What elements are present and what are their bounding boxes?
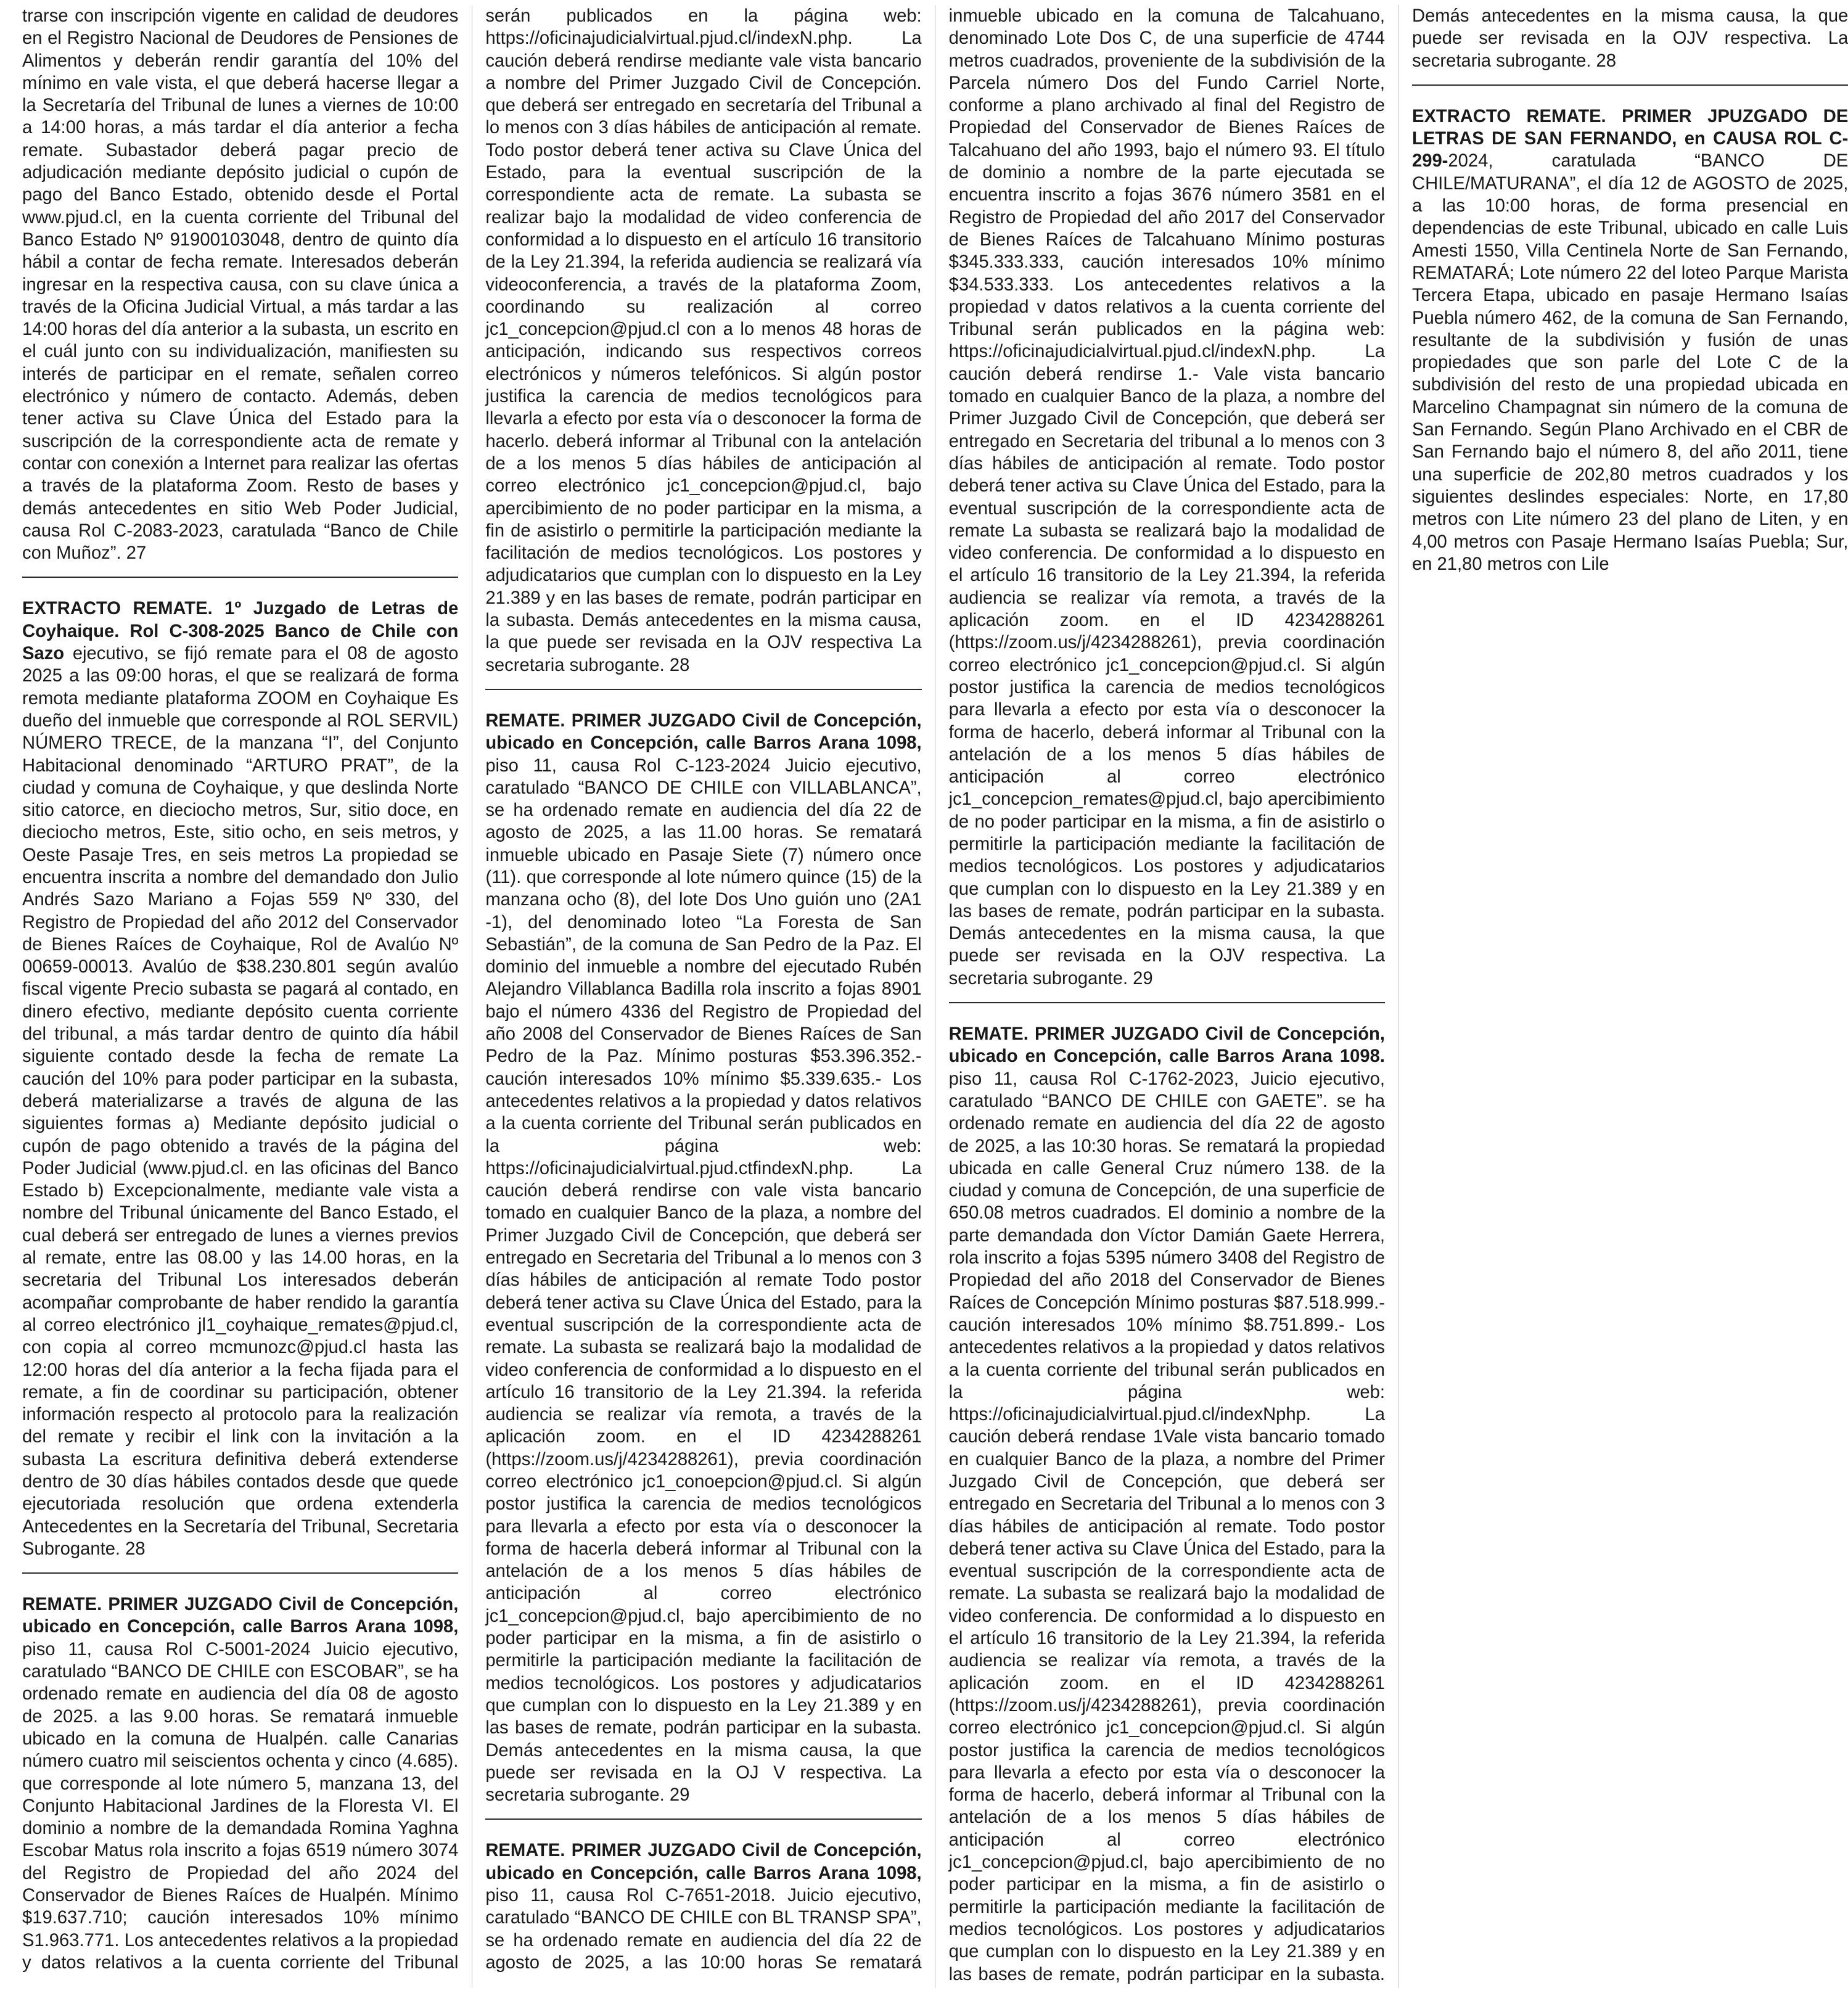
notice-continuation: [22, 5, 458, 578]
notice-heading: REMATE. PRIMER JUZGADO Civil de Concepción, ubicado en Concepción, calle Barros Arana 1098.: [948, 1024, 1385, 1067]
notice-body: piso 11, causa Rol C-123-2024 Juicio ejecutivo, caratulado “BANCO DE CHILE con VILLABLANCA”, se ha ordenado remate en audiencia del día 22 de agosto de 2025, a las 11.00 horas. Se rematará inmueble ubicado en Pasaje Siete (7) número once (11). que corresponde al lote número quince (15) de la manzana ocho (8), del lote Dos Uno guión uno (2A1 -1), del denominado loteo “La Foresta de San Sebastián”, de la comuna de San Pedro de la Paz. El dominio del inmueble a nombre del ejecutado Rubén Alejandro Villablanca Badilla rola inscrito a fojas 8901 bajo el número 4336 del Registro de Propiedad del año 2008 del Conservador de Bienes Raíces de San Pedro de la Paz. Mínimo posturas $53.396.352.- caución interesados 10% mínimo $5.339.635.- Los antecedentes relativos a la propiedad y datos relativos a la cuenta corriente del Tribunal serán publicados en la página web: https://oficinajudicialvirtual.pjud.ctfindexN.php. La caución deberá rendirse con vale vista bancario tomado en cualquier Banco de la plaza, a nombre del Primer Juzgado Civil de Concepción, que deberá ser entregado en Secretaria del Tribunal a lo menos con 3 días hábiles de anticipación al remate Todo postor deberá tener activa su Clave Única del Estado, para la eventual suscripción de la correspondiente acta de remate. La subasta se realizará bajo la modalidad de video conferencia de conformidad a lo dispuesto en el artículo 16 transitorio de la Ley 21.394. la referida audiencia se realizar vía remota, a través de la aplicación zoom. en el ID 4234288261 (https://zoom.us/j/4234288261), previa coordinación correo electrónico jc1_conoepcion@pjud.cl. Si algún postor justifica la carencia de medios tecnológicos para llevarla a efecto por esta vía o desconocer la forma de hacerla deberá informar al Tribunal con la antelación de a los menos 5 días hábiles de anticipación al correo electrónico jc1_concepcion@pjud.cl, bajo apercibimiento de no poder participar en la misma, a fin de asistirlo o permitirle la participación mediante la facilitación de medios tecnológicos. Los postores y adjudicatarios que cumplan con lo dispuesto en la Ley 21.389 y en las bases de remate, podrán participar en la subasta. Demás antecedentes en la misma causa, la que puede ser revisada en la OJ V respectiva. La secretaria subrogante. 29: [485, 755, 922, 1806]
notice-body: piso 11, causa Rol C-5001-2024 Juicio ejecutivo, caratulado “BANCO DE CHILE con ESCOBAR”, se ha ordenado remate en audiencia del día 08 de agosto de 2025. a las 9.00 horas. Se rematará inmueble ubicado en la comuna de Hualpén. calle Canarias número cuatro mil seiscientos ochenta y cinco (4.685). que corresponde al lote número 5, manzana 13, del Conjunto Habitacional Jardines de la Floresta VI. El dominio a nombre de la demandada Romina Yaghna Escobar Matus rola inscrito a fojas 6519 número 3074 del Registro de Propiedad del año 2024 del Conservador de Bienes Raíces de Hualpén. Mínimo $19.637.710; caución interesados 10% mínimo S1.963.771. Los antecedentes relativos a la propiedad y datos relativos a la cuenta corriente del Tribunal serán publicados en la página web: https://oficinajudicialvirtual.pjud.cl/indexN.php. La caución deberá rendirse mediante vale vista bancario a nombre del Primer Juzgado Civil de Concepción. que deberá ser entregado en secretaría del Tribunal a lo menos con 3 días hábiles de anticipación al remate. Todo postor deberá tener activa su Clave Única del Estado, para la eventual suscripción de la correspondiente acta de remate. La subasta se realizar bajo la modalidad de video conferencia de conformidad a lo dispuesto en el artículo 16 transitorio de la Ley 21.394, la referida audiencia se realizará vía videoconferencia, a través de la plataforma Zoom, coordinando su realización al correo jc1_concepcion@pjud.cl con a lo menos 48 horas de anticipación, indicando sus respectivos correos electrónicos y números telefónicos. Si algún postor justifica la carencia de medios tecnológicos para llevarla a efecto por esta vía o desconocer la forma de hacerlo. deberá informar al Tribunal con la antelación de a los menos 5 días hábiles de anticipación al correo electrónico jc1_concepcion@pjud.cl, bajo apercibimiento de no poder participar en la misma, a fin de asistirlo o permitirle la participación mediante la facilitación de medios tecnológicos. Los postores y adjudicatarios que cumplan con lo dispuesto en la Ley 21.389 y en las bases de remate, podrán participar en la subasta. Demás antecedentes en la misma causa, la que puede ser revisada en la OJV respectiva La secretaria subrogante. 28: [22, 6, 922, 1973]
notice-body: trarse con inscripción vigente en calidad de deudores en el Registro Nacional de Deudores de Pensiones de Alimentos y deberán rendir garantía del 10% del mínimo en vale vista, el que deberá hacerse llegar a la Secretaría del Tribunal de lunes a viernes de 10:00 a 14:00 horas, a más tardar el día anterior a fecha remate. Subastador deberá pagar precio de adjudicación mediante depósito judicial o cupón de pago del Banco Estado, obtenido desde el Portal www.pjud.cl, en la cuenta corriente del Tribunal del Banco Estado Nº 91900103048, dentro de quinto día hábil a contar de fecha remate. Interesados deberán ingresar en la respectiva causa, con su clave única a través de la Oficina Judicial Virtual, a más tardar a las 14:00 horas del día anterior a la subasta, un escrito en el cuál junto con su individualización, manifiesten su interés de participar en el remate, señalen correo electrónico y número de contacto. Además, deben tener activa su Clave Única del Estado para la suscripción de la correspondiente acta de remate y contar con conexión a Internet para realizar las ofertas a través de la plataforma Zoom. Resto de bases y demás antecedentes en sitio Web Poder Judicial, causa Rol C-2083-2023, caratulada “Banco de Chile con Muñoz”. 27: [22, 6, 459, 564]
notice-heading: REMATE. PRIMER JUZGADO Civil de Concepción, ubicado en Concepción, calle Barros Arana 1098,: [485, 1841, 922, 1883]
classified-notices-page: [22, 5, 1848, 1988]
notice-san-fernando-maturana: [1412, 105, 1848, 588]
notice-heading: EXTRACTO REMATE. 1º Juzgado de Letras de Coyhaique. Rol C-308-2025 Banco de Chile con Sazo: [22, 599, 459, 664]
notice-body: piso 11, causa Rol C-1762-2023, Juicio ejecutivo, caratulado “BANCO DE CHILE con GAETE”. se ha ordenado remate en audiencia del día 22 de agosto de 2025, a las 10:30 horas. Se rematará la propiedad ubicada en calle General Cruz número 138. de la ciudad y comuna de Concepción, de una superficie de 650.08 metros cuadrados. El dominio a nombre de la parte demandada don Víctor Damián Gaete Herrera, rola inscrito a fojas 5395 número 3408 del Registro de Propiedad del año 2018 del Conservador de Bienes Raíces de Concepción Mínimo posturas $87.518.999.- caución interesados 10% mínimo $8.751.899.- Los antecedentes relativos a la propiedad y datos relativos a la cuenta corriente del tribunal serán publicados en la página web: https://oficinajudicialvirtual.pjud.cl/indexNphp. La caución deberá rendase 1Vale vista bancario tomado en cualquier Banco de la plaza, a nombre del Primer Juzgado Civil de Concepción, que deberá ser entregado en Secretaria del Tribunal a lo menos con 3 días hábiles de anticipación al remate. Todo postor deberá tener activa su Clave Única del Estado, para la eventual suscripción de la correspondiente acta de remate. La subasta se realizará bajo la modalidad de video conferencia. De conformidad a lo dispuesto en el artículo 16 transitorio de la Ley 21.394, la referida audiencia se realizar vía remota, a través de la aplicación zoom. en el ID 4234288261 (https://zoom.us/j/4234288261), previa coordinación correo electrónico jc1_concepcion@pjud.cl. Si algún postor justifica la carencia de medios tecnológicos para llevarla a efecto por esta vía o desconocer la forma de hacerlo, deberá informar al Tribunal con la antelación de a los menos 5 días hábiles de anticipación al correo electrónico jc1_concepcion@pjud.cl, bajo apercibimiento de no poder participar en la misma, a fin de asistirlo o permitirle la participación mediante la facilitación de medios tecnológicos. Los postores y adjudicatarios que cumplan con lo dispuesto en la Ley 21.389 y en las bases de remate, podrán participar en la subasta. Demás antecedentes en la misma causa, la que puede ser revisada en la OJV respectiva. La secretaria subrogante. 28: [948, 6, 1848, 1984]
notice-body: piso 11, causa Rol C-7651-2018. Juicio ejecutivo, caratulado “BANCO DE CHILE con BL TRANSP SPA”, se ha ordenado remate en audiencia del día 22 de agosto de 2025, a las 10:00 horas Se rematará inmueble ubicado en la comuna de Talcahuano, denominado Lote Dos C, de una superficie de 4744 metros cuadrados, proveniente de la subdivisión de la Parcela número Dos del Fundo Carriel Norte, conforme a plano archivado al final del Registro de Propiedad del Conservador de Bienes Raíces de Talcahuano del año 1993, bajo el número 93. El título de dominio a nombre de la parte ejecutada se encuentra inscrito a fojas 3676 número 3581 en el Registro de Propiedad del año 2017 del Conservador de Bienes Raíces de Talcahuano Mínimo posturas $345.333.333, caución interesados 10% mínimo $34.533.333. Los antecedentes relativos a la propiedad v datos relativos a la cuenta corriente del Tribunal serán publicados en la página web: https://oficinajudicialvirtual.pjud.cl/indexN.php. La caución deberá rendirse 1.- Vale vista bancario tomado en cualquier Banco de la plaza, a nombre del Primer Juzgado Civil de Concepción, que deberá ser entregado en Secretaria del tribunal a lo menos con 3 días hábiles de anticipación al remate. Todo postor deberá tener activa su Clave Única del Estado, para la eventual suscripción de la correspondiente acta de remate La subasta se realizará bajo la modalidad de video conferencia. De conformidad a lo dispuesto en el artículo 16 transitorio de la Ley 21.394, la referida audiencia se realizar vía remota, a través de la aplicación zoom. en el ID 4234288261 (https://zoom.us/j/4234288261), previa coordinación correo electrónico jc1_concepcion@pjud.cl. Si algún postor justifica la carencia de medios tecnológicos para llevarla a efecto por esta vía o desconocer la forma de hacerlo, deberá informar al Tribunal con la antelación de a los menos 5 días hábiles de anticipación al correo electrónico jc1_concepcion_remates@pjud.cl, bajo apercibimiento de no poder participar en la misma, a fin de asistirlo o permitirle la participación mediante la facilitación de medios tecnológicos. Los postores y adjudicatarios que cumplan con lo dispuesto en la Ley 21.389 y en las bases de remate, podrán participar en la subasta. Demás antecedentes en la misma causa, la que puede ser revisada en la OJV respectiva. La secretaria subrogante. 29: [485, 6, 1385, 1973]
notice-heading: REMATE. PRIMER JUZGADO Civil de Concepción, ubicado en Concepción, calle Barros Arana 1098,: [485, 710, 922, 754]
notice-concepcion-villablanca: [485, 710, 921, 1820]
notice-body: ejecutivo, se fijó remate para el 08 de agosto 2025 a las 09:00 horas, el que se realizará de forma remota mediante plataforma ZOOM en Coyhaique Es dueño del inmueble que corresponde al ROL SERVIL) NÚMERO TRECE, de la manzana “I”, del Conjunto Habitacional denominado “ARTURO PRAT”, de la ciudad y comuna de Coyhaique, y que deslinda Norte sitio catorce, en dieciocho metros, Sur, sitio doce, en dieciocho metros, Este, sitio ocho, en seis metros, y Oeste Pasaje Tres, en seis metros La propiedad se encuentra inscrita a nombre del demandado don Julio Andrés Sazo Mariano a Fojas 559 Nº 330, del Registro de Propiedad del año 2012 del Conservador de Bienes Raíces de Coyhaique, Rol de Avalúo Nº 00659-00013. Avalúo de $38.230.801 según avalúo fiscal vigente Precio subasta se pagará al contado, en dinero efectivo, mediante depósito cuenta corriente del tribunal, a más tardar dentro de quinto día hábil siguiente contado desde la fecha de remate La caución del 10% para poder participar en la subasta, deberá materializarse a través de alguna de las siguientes formas a) Mediante depósito judicial o cupón de pago obtenido a través de la página del Poder Judicial (www.pjud.cl. en las oficinas del Banco Estado b) Excepcionalmente, mediante vale vista a nombre del Tribunal únicamente del Banco Estado, el cual deberá ser entregado de lunes a viernes previos al remate, entre las 08.00 y las 14.00 horas, en la secretaria del Tribunal Los interesados deberán acompañar comprobante de haber rendido la garantía al correo electrónico jl1_coyhaique_remates@pjud.cl, con copia al correo mcmunozc@pjud.cl hasta las 12:00 horas del día anterior a la fecha fijada para el remate, a fin de coordinar su participación, obtener información respecto al protocolo para la realización del remate y recibir el link con la invitación a la subasta La escritura definitiva deberá extenderse dentro de 30 días hábiles contados desde que quede ejecutoriada resolución que ordena extenderla Antecedentes en la Secretaría del Tribunal, Secretaria Subrogante. 28: [22, 644, 459, 1559]
notice-body: 2024, caratulada “BANCO DE CHILE/MATURANA”, el día 12 de AGOSTO de 2025, a las 10:00 horas, de forma presencial en dependencias de este Tribunal, ubicado en calle Luis Amesti 1550, Villa Centinela Norte de San Fernando, REMATARÁ; Lote número 22 del loteo Parque Marista Tercera Etapa, ubicado en pasaje Hermano Isaías Puebla número 462, de la comuna de San Fernando, resultante de la subdivisión y fusión de unas propiedades que son parle del Lote C de la subdivisión del resto de una propiedad ubicada en Marcelino Champagnat sin número de la comuna de San Fernando. Según Plano Archivado en el CBR de San Fernando bajo el número 8, del año 2011, tiene una superficie de 202,80 metros cuadrados y los siguientes deslindes especiales: Norte, en 17,80 metros con Lite número 23 del plano de Liten, y en 4,00 metros con Pasaje Hermano Isaías Puebla; Sur, en 21,80 metros con Lile: [1411, 151, 1848, 574]
notice-coyhaique-remate: [22, 598, 458, 1574]
notice-heading: EXTRACTO REMATE. PRIMER JPUZGADO DE LETRAS DE SAN FERNANDO, en CAUSA ROL C-299-: [1411, 106, 1848, 171]
notice-heading: REMATE. PRIMER JUZGADO Civil de Concepción, ubicado en Concepción, calle Barros Arana 1098,: [22, 1595, 459, 1637]
